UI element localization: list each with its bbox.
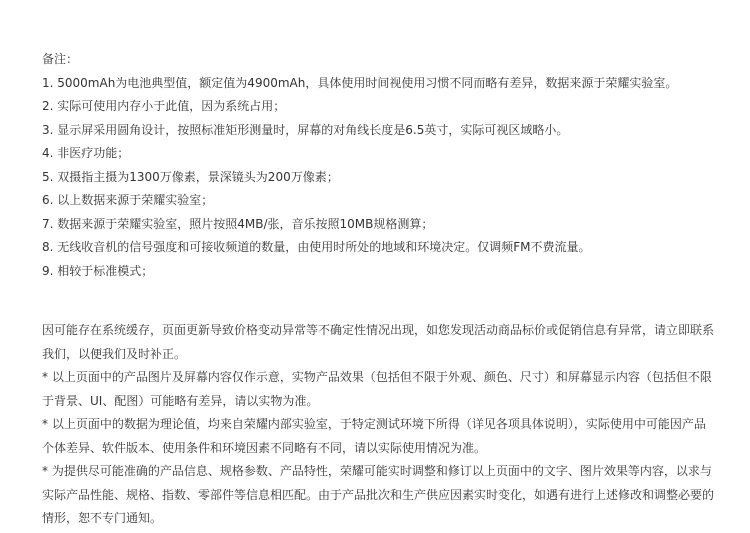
note-item-5: 5. 双摄指主摄为1300万像素，景深镜头为200万像素；	[42, 169, 339, 184]
note-item-6: 6. 以上数据来源于荣耀实验室；	[42, 193, 214, 207]
note-item-8: 8. 无线收音机的信号强度和可接收频道的数量，由使用时所处的地域和环境决定。仅调频FM不费流量。	[42, 240, 591, 254]
disclaimer-paragraph-cache: 因可能存在系统缓存，页面更新导致价格变动异常等不确定性情况出现，如您发现活动商品标价或促销信息有异常，请立即联系我们，以便我们及时补正。	[42, 323, 715, 361]
note-item-4: 4. 非医疗功能；	[42, 146, 130, 160]
note-item-2: 2. 实际可使用内存小于此值，因为系统占用；	[42, 99, 286, 113]
note-item-7: 7. 数据来源于荣耀实验室，照片按照4MB/张，音乐按照10MB规格测算；	[42, 216, 434, 231]
note-item-9: 9. 相较于标准模式；	[42, 263, 154, 278]
disclaimer-paragraph-data: * 以上页面中的数据为理论值，均来自荣耀内部实验室，于特定测试环境下所得（详见各项具体说明），实际使用中可能因产品个体差异、软件版本、使用条件和环境因素不同略有不同，请以实际使用情况为准。	[42, 417, 706, 455]
note-item-1: 1. 5000mAh为电池典型值，额定值为4900mAh，具体使用时间视使用习惯不同而略有差异，数据来源于荣耀实验室。	[42, 75, 678, 90]
notes-title: 备注：	[42, 52, 79, 66]
disclaimer-paragraph-updates: * 为提供尽可能准确的产品信息、规格参数、产品特性，荣耀可能实时调整和修订以上页面中的文字、图片效果等内容，以求与实际产品性能、规格、指数、零部件等信息相匹配。由于产品批次和生产供应因素实时变化，如遇有进行上述修改和调整必要的情形，恕不专门通知。	[42, 464, 715, 525]
note-item-3: 3. 显示屏采用圆角设计，按照标准矩形测量时，屏幕的对角线长度是6.5英寸，实际可视区域略小。	[42, 122, 569, 137]
disclaimer-paragraph-images: * 以上页面中的产品图片及屏幕内容仅作示意，实物产品效果（包括但不限于外观、颜色、尺寸）和屏幕显示内容（包括但不限于背景、UI、配图）可能略有差异，请以实物为准。	[42, 370, 712, 408]
notes-section	[42, 48, 732, 283]
disclaimer-section	[42, 319, 714, 531]
